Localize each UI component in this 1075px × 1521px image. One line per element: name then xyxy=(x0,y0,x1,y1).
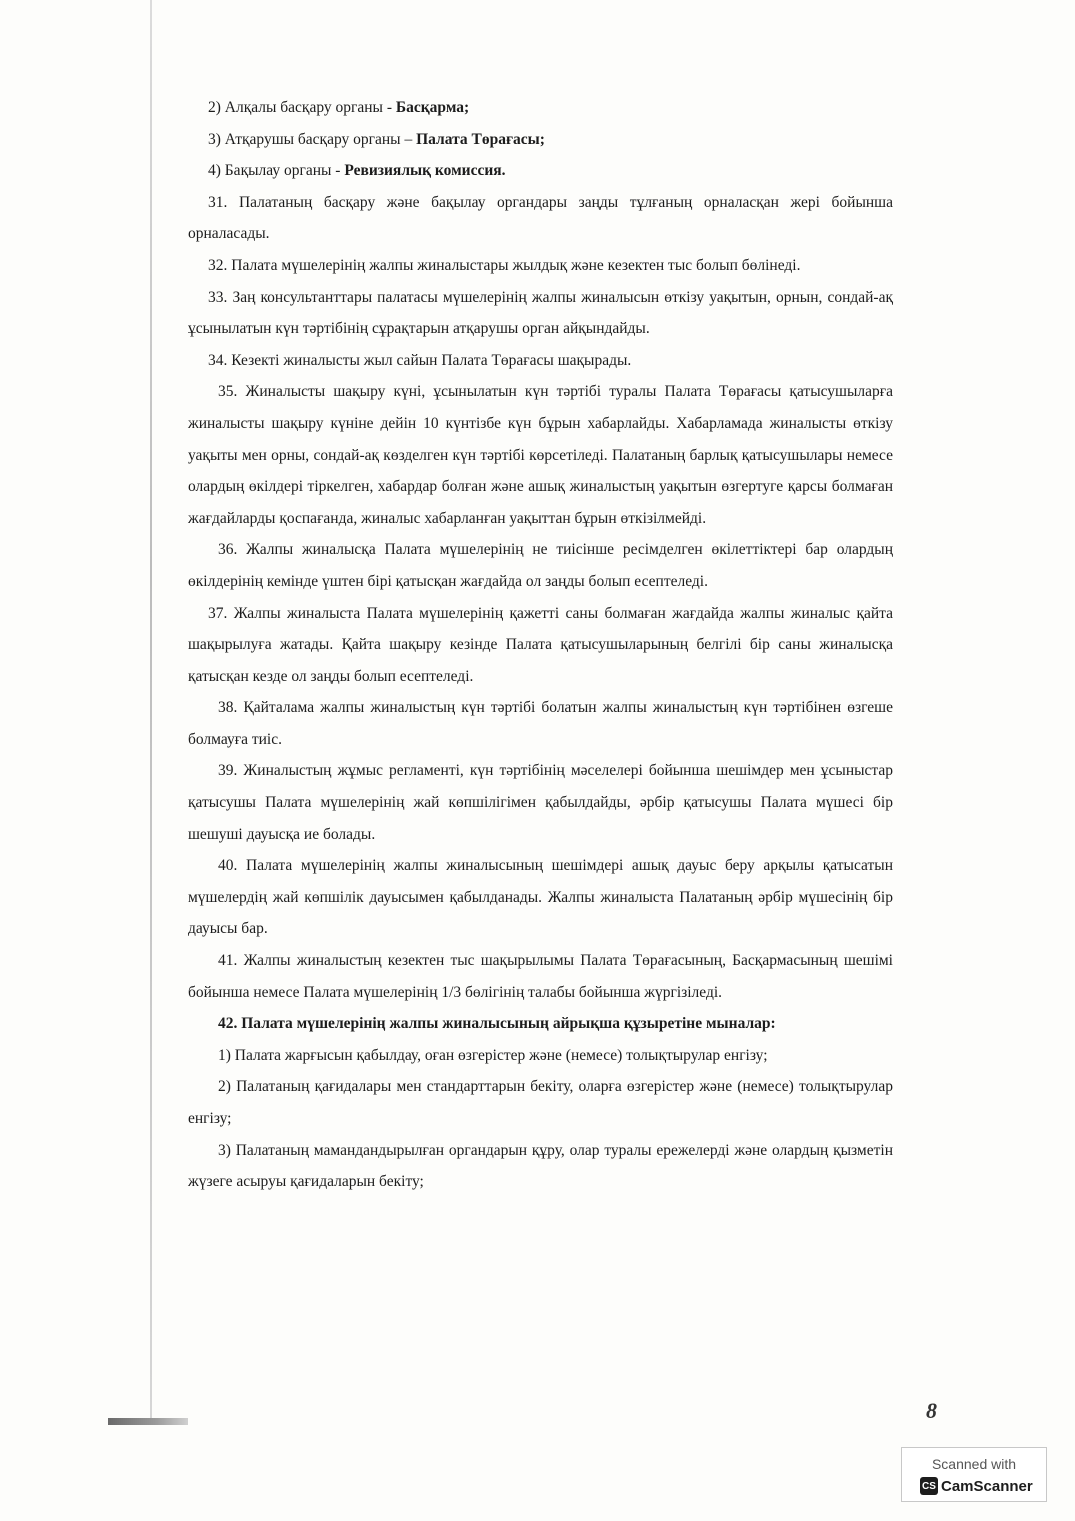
watermark-caption: Scanned with xyxy=(931,1456,1017,1472)
paragraph-33: 33. Заң консультанттары палатасы мүшелерінің жалпы жиналысын өткізу уақытын, орнын, сондай-ақ ұсынылатын күн тәртібінің сұрақтарын атқарушы орган айқындайды. xyxy=(188,288,893,338)
item-42-1: 1) Палата жарғысын қабылдау, оған өзгерістер және (немесе) толықтырулар енгізу; xyxy=(218,1046,768,1064)
watermark-brand: CamScanner xyxy=(941,1477,1033,1495)
list-line: 3) Атқарушы басқару органы – Палата Төрағасы; xyxy=(208,130,545,148)
page-number: 8 xyxy=(926,1398,937,1423)
paragraph-32: 32. Палата мүшелерінің жалпы жиналыстары жылдық және кезектен тыс болып бөлінеді. xyxy=(208,256,801,274)
item-42-2: 2) Палатаның қағидалары мен стандарттарын бекіту, оларға өзгерістер және (немесе) толықтырулар енгізу; xyxy=(188,1078,893,1127)
paragraph-37: 37. Жалпы жиналыста Палата мүшелерінің қажетті саны болмаған жағдайда жалпы жиналыс қайта шақырылуға жатады. Қайта шақыру кезінде Палата қатысушыларының белгілі бір саны жиналысқа қатысқан кезде ол заңды болып есептеледі. xyxy=(188,604,893,685)
camscanner-watermark xyxy=(901,1447,1047,1502)
document-body xyxy=(188,92,893,1198)
item-42-3: 3) Палатаның мамандандырылған органдарын құру, олар туралы ережелерді және олардың қызметін жүзеге асыруы қағидаларын бекіту; xyxy=(188,1141,893,1191)
paragraph-36: 36. Жалпы жиналысқа Палата мүшелерінің не тиісінше ресімделген өкілеттіктері бар олардың өкілдерінің кемінде үштен бірі қатысқан жағдайда ол заңды болып есептеледі. xyxy=(188,541,893,590)
camscanner-logo-icon: CS xyxy=(920,1477,938,1495)
paragraph-35: 35. Жиналысты шақыру күні, ұсынылатын күн тәртібі туралы Палата Төрағасы қатысушыларға жиналысты шақыру күніне дейін 10 күнтізбе күн бұрын хабарлайды. Хабарламада жиналысты өткізу уақыты мен орны, сондай-ақ көзделген күн тәртібі көрсетіледі. Палатаның барлық қатысушылары немесе олардың өкілдері тіркелген, хабардар болған және ашық жиналыстың уақытын өзгертуге қарсы болмаған жағдайларды қоспағанда, жиналыс хабарланған уақыттан бұрын өткізілмейді. xyxy=(188,383,893,527)
watermark-brand-row xyxy=(920,1476,1033,1496)
paragraph-39: 39. Жиналыстың жұмыс регламенті, күн тәртібінің мәселелері бойынша шешімдер мен ұсыныстар қатысушы Палата мүшелерінің жай көпшілігімен қабылдайды, әрбір қатысушы Палата мүшесі бір шешуші дауысқа ие болады. xyxy=(188,762,893,843)
scan-edge-line xyxy=(150,0,152,1421)
list-line: 2) Алқалы басқару органы - Басқарма; xyxy=(208,99,470,116)
paragraph-38: 38. Қайталама жалпы жиналыстың күн тәртібі болатын жалпы жиналыстың күн тәртібінен өзгеше болмауға тиіс. xyxy=(188,699,893,748)
scan-edge-shadow xyxy=(108,1418,188,1425)
paragraph-31: 31. Палатаның басқару және бақылау органдары заңды тұлғаның орналасқан жері бойынша орналасады. xyxy=(188,193,893,243)
heading-42: 42. Палата мүшелерінің жалпы жиналысының айрықша құзыретіне мыналар: xyxy=(218,1015,776,1033)
list-line: 4) Бақылау органы - Ревизиялық комиссия. xyxy=(208,162,506,180)
paragraph-34: 34. Кезекті жиналысты жыл сайын Палата Төрағасы шақырады. xyxy=(208,351,632,369)
paragraph-41: 41. Жалпы жиналыстың кезектен тыс шақырылымы Палата Төрағасының, Басқармасының шешімі бойынша немесе Палата мүшелерінің 1/3 бөлігінің талабы бойынша жүргізіледі. xyxy=(188,952,893,1001)
paragraph-40: 40. Палата мүшелерінің жалпы жиналысының шешімдері ашық дауыс беру арқылы қатысатын мүшелердің жай көпшілік дауысымен қабылданады. Жалпы жиналыста Палатаның әрбір мүшесінің бір дауысы бар. xyxy=(188,857,893,938)
